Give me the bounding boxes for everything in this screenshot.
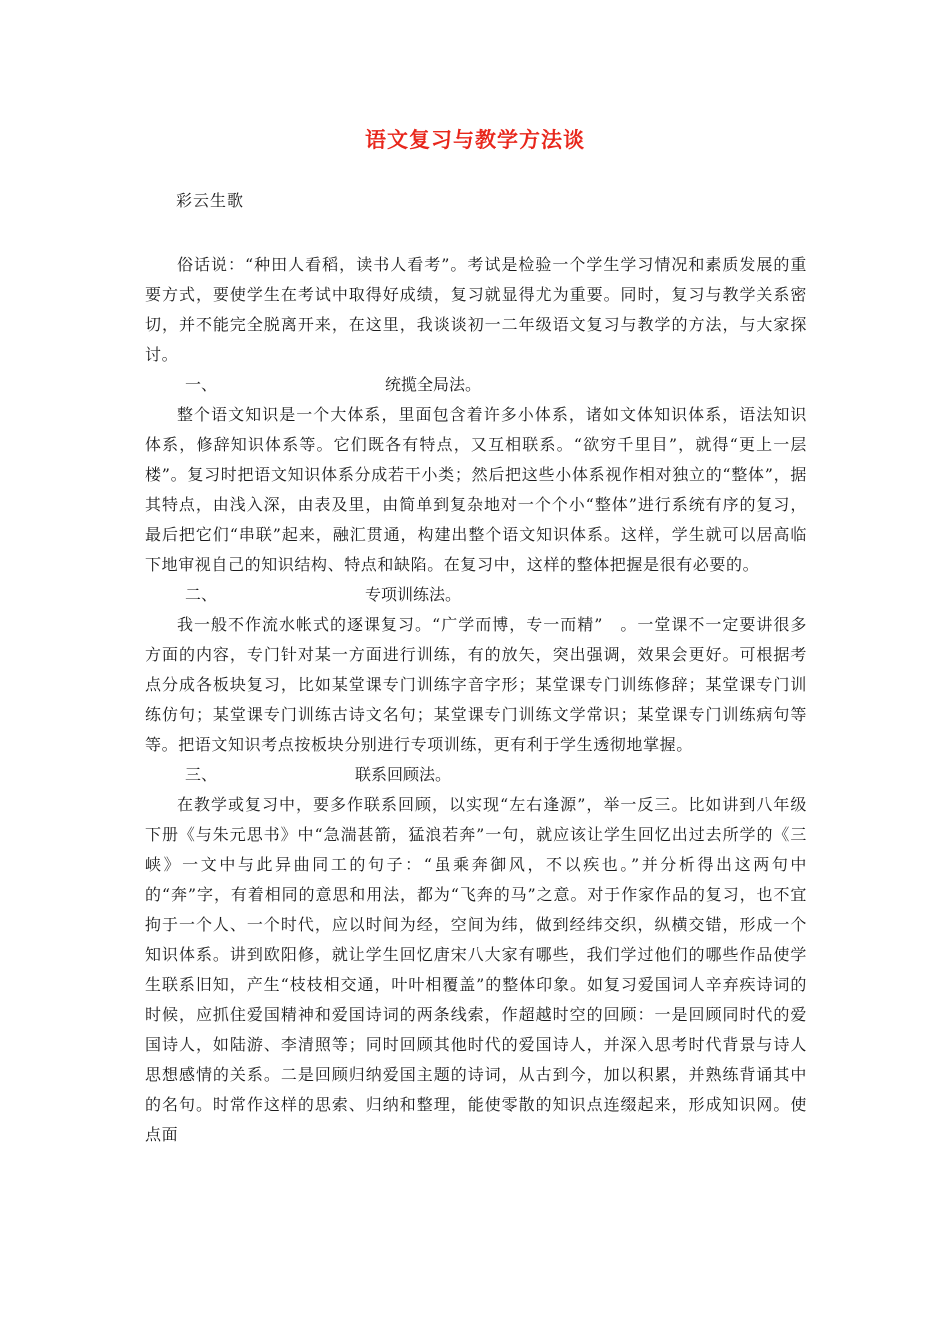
section-heading-text: 统揽全局法。 bbox=[385, 375, 482, 394]
document-title: 语文复习与教学方法谈 bbox=[365, 127, 585, 152]
section-paragraph-3: 在教学或复习中，要多作联系回顾，以实现“左右逢源”，举一反三。比如讲到八年级下册《与朱元思书》中“急湍甚箭，猛浪若奔”一句，就应该让学生回忆出过去所学的《三峡》一文中与此异曲同工的句子：“虽乘奔御风，不以疾也。”并分析得出这两句中的“奔”字，有着相同的意思和用法，都为“飞奔的马”之意。对于作家作品的复习，也不宜拘于一个人、一个时代，应以时间为经，空间为纬，做到经纬交织，纵横交错，形成一个知识体系。讲到欧阳修，就让学生回忆唐宋八大家有哪些，我们学过他们的哪些作品使学生联系旧知，产生“枝枝相交通，叶叶相覆盖”的整体印象。如复习爱国词人辛弃疾诗词的时候，应抓住爱国精神和爱国诗词的两条线索，作超越时空的回顾：一是回顾同时代的爱国诗人，如陆游、李清照等；同时回顾其他时代的爱国诗人，并深入思考时代背景与诗人思想感情的关系。二是回顾归纳爱国主题的诗词，从古到今，加以积累，并熟练背诵其中的名句。时常作这样的思索、归纳和整理，能使零散的知识点连缀起来，形成知识网。使点面 bbox=[145, 795, 807, 1144]
section-heading-1 bbox=[145, 370, 807, 400]
section-number: 二、 bbox=[185, 585, 218, 604]
section-heading-3 bbox=[145, 760, 807, 790]
intro-paragraph: 俗话说：“种田人看稻，读书人看考”。考试是检验一个学生学习情况和素质发展的重要方式，要使学生在考试中取得好成绩，复习就显得尤为重要。同时，复习与教学关系密切，并不能完全脱离开来，在这里，我谈谈初一二年级语文复习与教学的方法，与大家探讨。 bbox=[145, 255, 807, 364]
section-paragraph-1: 整个语文知识是一个大体系，里面包含着许多小体系，诸如文体知识体系，语法知识体系，修辞知识体系等。它们既各有特点，又互相联系。“欲穷千里目”，就得“更上一层楼”。复习时把语文知识体系分成若干小类；然后把这些小体系视作相对独立的“整体”，据其特点，由浅入深，由表及里，由简单到复杂地对一个个小“整体”进行系统有序的复习，最后把它们“串联”起来，融汇贯通，构建出整个语文知识体系。这样，学生就可以居高临下地审视自己的知识结构、特点和缺陷。在复习中，这样的整体把握是很有必要的。 bbox=[145, 405, 807, 574]
section-number: 一、 bbox=[185, 375, 218, 394]
section-paragraph-2: 我一般不作流水帐式的逐课复习。“广学而博，专一而精” 。一堂课不一定要讲很多方面的内容，专门针对某一方面进行训练，有的放矢，突出强调，效果会更好。可根据考点分成各板块复习，比如某堂课专门训练字音字形；某堂课专门训练修辞；某堂课专门训练仿句；某堂课专门训练古诗文名句；某堂课专门训练文学常识；某堂课专门训练病句等等。把语文知识考点按板块分别进行专项训练，更有利于学生透彻地掌握。 bbox=[145, 615, 807, 754]
section-heading-text: 联系回顾法。 bbox=[355, 765, 452, 784]
section-number: 三、 bbox=[185, 765, 218, 784]
author-name: 彩云生歌 bbox=[176, 191, 245, 210]
section-heading-2 bbox=[145, 580, 807, 610]
section-heading-text: 专项训练法。 bbox=[365, 585, 462, 604]
document-body bbox=[145, 250, 807, 1150]
